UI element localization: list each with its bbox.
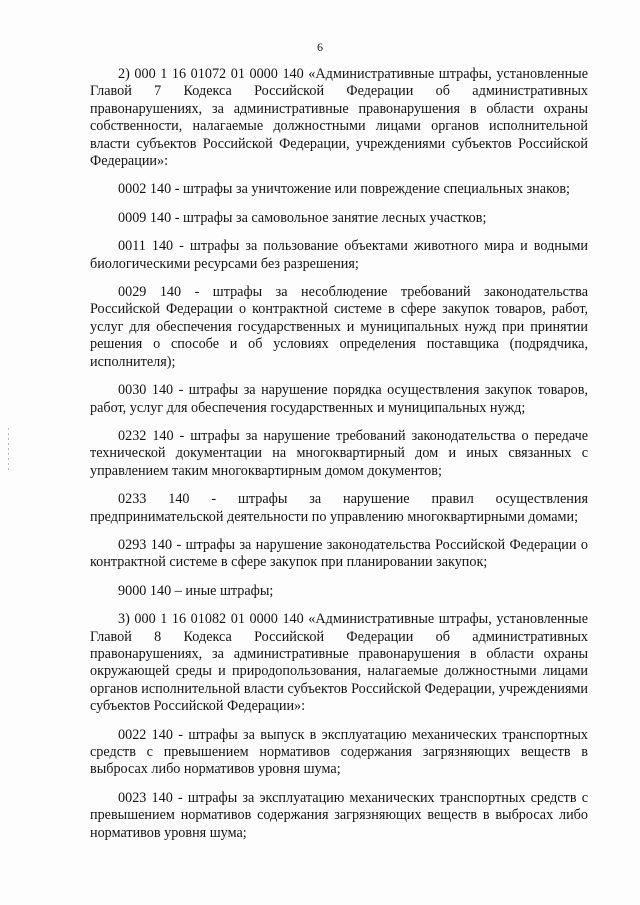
document-body — [90, 66, 588, 853]
paragraph-code-0002: 0002 140 - штрафы за уничтожение или повреждение специальных знаков; — [118, 181, 570, 198]
scan-margin-mark — [8, 428, 9, 472]
paragraph-code-0009: 0009 140 - штрафы за самовольное занятие лесных участков; — [118, 209, 487, 226]
paragraph-code-0030: 0030 140 - штрафы за нарушение порядка осуществления закупок товаров, работ, услуг для обеспечения государственных и муниципальных нужд; — [90, 382, 588, 416]
paragraph-code-0293: 0293 140 - штрафы за нарушение законодательства Российской Федерации о контрактной системе в сфере закупок при планировании закупок; — [90, 536, 588, 571]
page-number: 6 — [317, 40, 323, 54]
paragraph-code-0023: 0023 140 - штрафы за эксплуатацию механических транспортных средств с превышением нормативов содержания загрязняющих веществ в выбросах либо нормативов уровня шума; — [90, 789, 588, 841]
paragraph-code-0233: 0233 140 - штрафы за нарушение правил осуществления предпринимательской деятельности по управлению многоквартирными домами; — [90, 491, 588, 525]
paragraph-code-9000: 9000 140 – иные штрафы; — [118, 582, 274, 599]
paragraph-code-0022: 0022 140 - штрафы за выпуск в эксплуатацию механических транспортных средств с превышением нормативов содержания загрязняющих веществ в выбросах либо нормативов уровня шума; — [90, 726, 588, 778]
paragraph-section-2-heading: 2) 000 1 16 01072 01 0000 140 «Административные штрафы, установленные Главой 7 Кодекса Российской Федерации об административных правонарушениях, за административные правонарушения в области охраны собственности, налагаемые должностными лицами органов исполнительной власти субъектов Российской Федерации, учреждениями субъектов Российской Федерации»: — [90, 66, 588, 170]
paragraph-code-0029: 0029 140 - штрафы за несоблюдение требований законодательства Российской Федерации о контрактной системе в сфере закупок товаров, работ, услуг для обеспечения государственных и муниципальных нужд при принятии решения о способе и об условиях определения поставщика (подрядчика, исполнителя); — [90, 284, 588, 370]
paragraph-section-3-heading: 3) 000 1 16 01082 01 0000 140 «Административные штрафы, установленные Главой 8 Кодекса Российской Федерации об административных правонарушениях, за административные правонарушения в области охраны окружающей среды и природопользования, налагаемые должностными лицами органов исполнительной власти субъектов Российской Федерации, учреждениями субъектов Российской Федерации»: — [90, 611, 588, 715]
paragraph-code-0011: 0011 140 - штрафы за пользование объектами животного мира и водными биологическими ресурсами без разрешения; — [90, 238, 588, 272]
paragraph-code-0232: 0232 140 - штрафы за нарушение требований законодательства о передаче технической документации на многоквартирный дом и иных связанных с управлением таким многоквартирным домом документов; — [90, 427, 588, 479]
